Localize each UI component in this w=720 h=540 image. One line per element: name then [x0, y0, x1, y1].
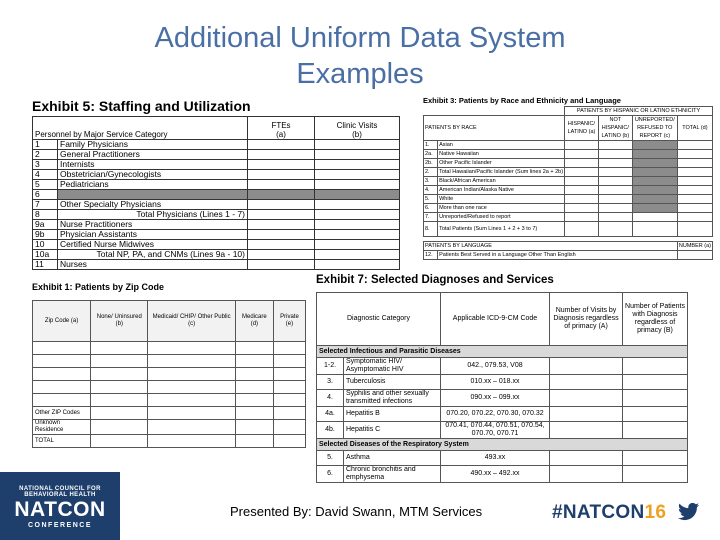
table-row: 1. Asian	[424, 141, 713, 150]
column-header: HISPANIC/ LATINO (a)	[565, 116, 599, 141]
exhibit3-table	[423, 106, 713, 260]
exhibit3-title: Exhibit 3: Patients by Race and Ethnicity and Language	[423, 96, 621, 105]
table-row: 4. Syphilis and other sexually transmitted infections 090.xx – 099.xx	[317, 390, 688, 407]
column-header: None/ Uninsured (b)	[91, 301, 148, 342]
table-header-row	[317, 293, 688, 346]
table-header-row	[33, 117, 400, 140]
column-header: FTEs (a)	[248, 117, 315, 140]
table-row: TOTAL	[33, 435, 306, 448]
table-row: 8. Total Patients (Sum Lines 1 + 2 + 3 to 7)	[424, 222, 713, 237]
table-row: 1-2. Symptomatic HIV/ Asymptomatic HIV 042., 079.53, V08	[317, 358, 688, 375]
column-header: PATIENTS BY RACE	[424, 116, 565, 141]
table-row: 12. Patients Best Served in a Language Other Than English	[424, 251, 713, 260]
table-row: 2b. Other Pacific Islander	[424, 159, 713, 168]
column-header: NUMBER (a)	[678, 243, 711, 249]
natcon-logo: NATIONAL COUNCIL FOR BEHAVIORAL HEALTH NATCON CONFERENCE	[0, 472, 120, 540]
exhibit3-table-image	[423, 96, 715, 268]
table-row: 2. Total Hawaiian/Pacific Islander (Sum lines 2a + 2b)	[424, 168, 713, 177]
exhibit7-title: Exhibit 7: Selected Diagnoses and Services	[316, 274, 554, 286]
column-header: Diagnostic Category	[317, 293, 441, 346]
column-header: PATIENTS BY LANGUAGE	[424, 242, 678, 251]
table-row: 3 Internists	[33, 160, 400, 170]
table-row: 4 Obstetrician/Gynecologists	[33, 170, 400, 180]
table-row	[33, 355, 306, 368]
table-row: 2a. Native Hawaiian	[424, 150, 713, 159]
table-row	[33, 394, 306, 407]
table-header-row	[424, 116, 713, 141]
table-row: 9b Physician Assistants	[33, 230, 400, 240]
column-header: Medicaid/ CHIP/ Other Public (c)	[148, 301, 235, 342]
column-header: Number of Patients with Diagnosis regardless of primacy (B)	[623, 293, 688, 346]
table-row: 6. More than one race	[424, 204, 713, 213]
table-row: 4a. Hepatitis B 070.20, 070.22, 070.30, 070.32	[317, 407, 688, 422]
slide-title-line2: Examples	[296, 58, 424, 90]
column-super-header: PATIENTS BY HISPANIC OR LATINO ETHNICITY	[565, 107, 713, 116]
exhibit1-title: Exhibit 1: Patients by Zip Code	[32, 282, 165, 292]
table-row: 11 Nurses	[33, 260, 400, 270]
column-header: Number of Visits by Diagnosis regardless of primacy (A)	[550, 293, 623, 346]
table-row	[33, 368, 306, 381]
table-header-row	[424, 107, 713, 116]
table-row	[33, 342, 306, 355]
column-header: Zip Code (a)	[33, 301, 91, 342]
column-header: UNREPORTED/ REFUSED TO REPORT (c)	[632, 116, 677, 141]
table-header-row	[33, 301, 306, 342]
table-row: 10a Total NP, PA, and CNMs (Lines 9a - 10)	[33, 250, 400, 260]
table-row: Unknown Residence	[33, 420, 306, 435]
presenter-credit: Presented By: David Swann, MTM Services	[230, 504, 483, 519]
table-row: 7. Unreported/Refused to report	[424, 213, 713, 222]
table-row: 4b. Hepatitis C 070.41, 070.44, 070.51, 070.54, 070.70, 070.71	[317, 422, 688, 439]
slide-title-line1: Additional Uniform Data System	[154, 22, 566, 54]
table-row: 2 General Practitioners	[33, 150, 400, 160]
section-header-row: Selected Infectious and Parasitic Diseases	[317, 346, 688, 358]
exhibit1-table	[32, 300, 306, 448]
exhibit1-table-image	[32, 280, 308, 462]
column-header: Applicable ICD-9-CM Code	[441, 293, 550, 346]
table-row	[33, 381, 306, 394]
section-header-row: Selected Diseases of the Respiratory System	[317, 439, 688, 451]
column-header: TOTAL (d)	[677, 116, 712, 141]
exhibit5-table-image	[32, 96, 404, 276]
exhibit7-table	[316, 292, 688, 483]
column-header: Private (e)	[273, 301, 305, 342]
table-row: 7 Other Specialty Physicians	[33, 200, 400, 210]
table-row: 8 Total Physicians (Lines 1 - 7)	[33, 210, 400, 220]
table-row: 6. Chronic bronchitis and emphysema 490.xx – 492.xx	[317, 466, 688, 483]
table-row: 1 Family Physicians	[33, 140, 400, 150]
table-row: 3. Black/African American	[424, 177, 713, 186]
table-row: 6	[33, 190, 400, 200]
table-header-row	[424, 242, 713, 251]
exhibit5-table	[32, 116, 400, 270]
table-row: 5 Pediatricians	[33, 180, 400, 190]
event-hashtag: #NATCON16	[552, 502, 667, 523]
table-row: 10 Certified Nurse Midwives	[33, 240, 400, 250]
slide-footer	[0, 462, 720, 540]
column-header: Personnel by Major Service Category	[33, 117, 248, 140]
column-header: Clinic Visits (b)	[315, 117, 400, 140]
table-row: 4. American Indian/Alaska Native	[424, 186, 713, 195]
twitter-bird-icon	[678, 502, 700, 522]
column-header: Medicare (d)	[235, 301, 273, 342]
table-row: 5. Asthma 493.xx	[317, 451, 688, 466]
table-row: 9a Nurse Practitioners	[33, 220, 400, 230]
exhibit5-title: Exhibit 5: Staffing and Utilization	[32, 98, 251, 114]
column-header: NOT HISPANIC/ LATINO (b)	[598, 116, 632, 141]
table-row: Other ZIP Codes	[33, 407, 306, 420]
table-row: 5. White	[424, 195, 713, 204]
table-row: 3. Tuberculosis 010.xx – 018.xx	[317, 375, 688, 390]
